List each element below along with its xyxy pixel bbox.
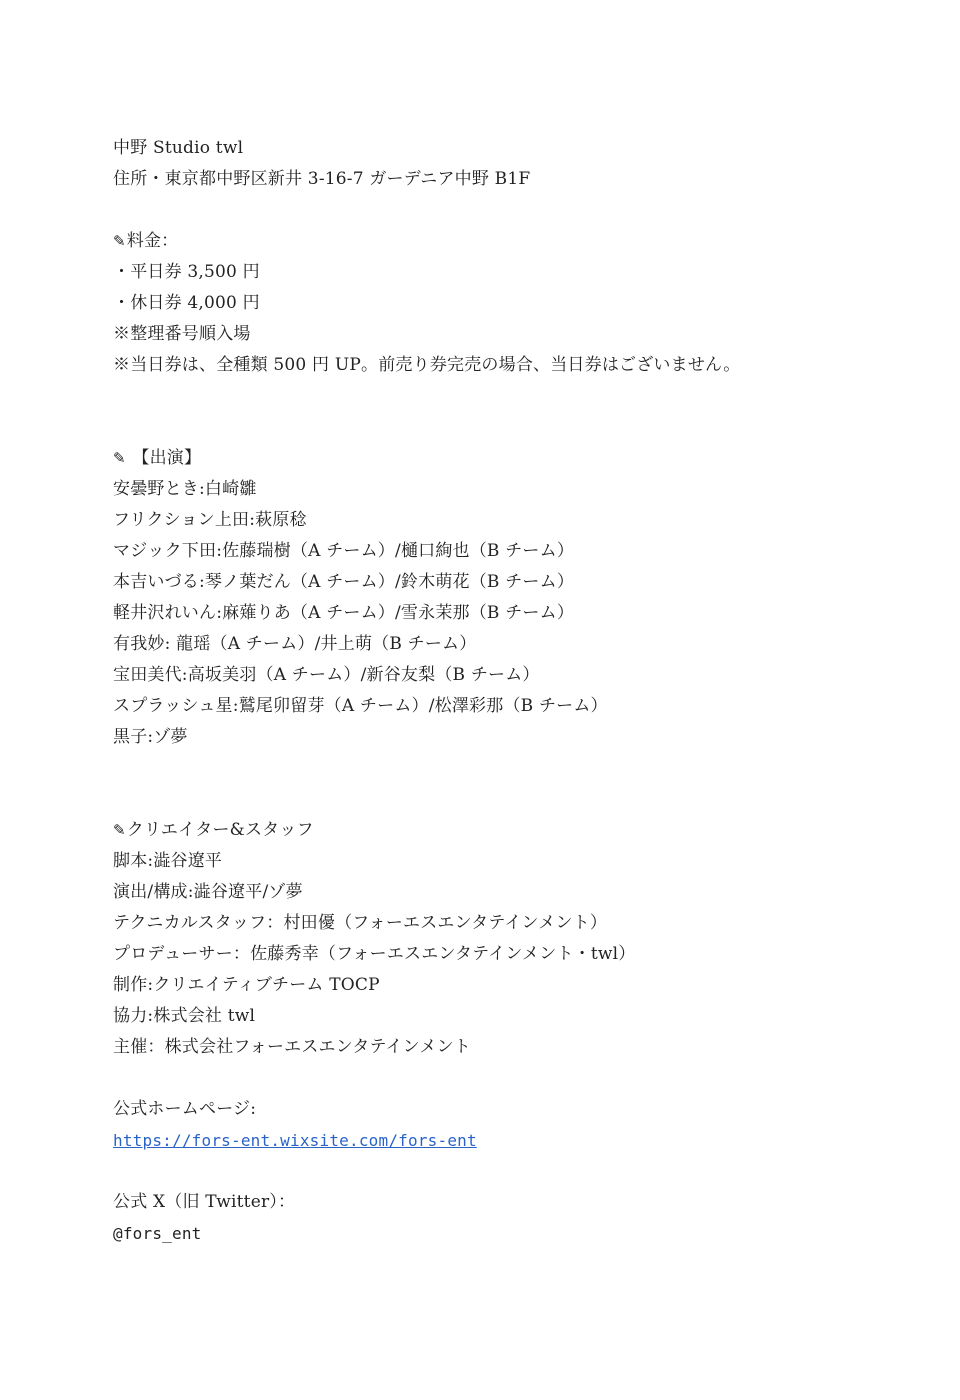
pricing-heading xyxy=(113,226,913,257)
cast-line: マジック下田:佐藤瑞樹（A チーム）/樋口絢也（B チーム） xyxy=(113,541,575,561)
cast-line: 本吉いづる:琴ノ葉だん（A チーム）/鈴木萌花（B チーム） xyxy=(113,572,575,592)
website-link-row xyxy=(113,1125,913,1156)
staff-heading-text: クリエイター&スタッフ xyxy=(126,820,314,840)
pencil-icon: ✎ xyxy=(113,232,126,250)
cast-line: スプラッシュ星:鷲尾卯留芽（A チーム）/松澤彩那（B チーム） xyxy=(113,696,608,716)
cast-line: フリクション上田:萩原稔 xyxy=(113,510,307,530)
x-account-handle: @fors_ent xyxy=(113,1224,202,1243)
staff-line: プロデューサー：佐藤秀幸（フォーエスエンタテインメント・twl） xyxy=(113,944,636,964)
cast-line: 軽井沢れいん:麻薙りあ（A チーム）/雪永茉那（B チーム） xyxy=(113,603,575,623)
cast-line: 宝田美代:高坂美羽（A チーム）/新谷友梨（B チーム） xyxy=(113,665,540,685)
pricing-line: ※整理番号順入場 xyxy=(113,324,251,344)
cast-heading xyxy=(113,443,913,474)
pencil-icon: ✎ xyxy=(113,821,126,839)
cast-line: 黒子:ゾ夢 xyxy=(113,727,188,747)
staff-line: 制作:クリエイティブチーム TOCP xyxy=(113,975,380,995)
staff-line: 協力:株式会社 twl xyxy=(113,1006,256,1026)
pricing-heading-text: 料金： xyxy=(126,231,179,251)
cast-line: 有我妙: 龍瑶（A チーム）/井上萌（B チーム） xyxy=(113,634,477,654)
website-label: 公式ホームページ: xyxy=(113,1099,257,1119)
document-page xyxy=(113,133,913,1249)
website-link[interactable]: https://fors-ent.wixsite.com/fors-ent xyxy=(113,1131,477,1150)
cast-line: 安曇野とき:白崎雛 xyxy=(113,479,257,499)
venue-address: 住所・東京都中野区新井 3-16-7 ガーデニア中野 B1F xyxy=(113,169,531,189)
staff-heading xyxy=(113,815,913,846)
staff-line: テクニカルスタッフ：村田優（フォーエスエンタテインメント） xyxy=(113,913,608,933)
pricing-line: ・平日券 3,500 円 xyxy=(113,262,260,282)
staff-line: 演出/構成:澁谷遼平/ゾ夢 xyxy=(113,882,303,902)
pricing-line: ・休日券 4,000 円 xyxy=(113,293,260,313)
staff-line: 脚本:澁谷遼平 xyxy=(113,851,223,871)
staff-line: 主催：株式会社フォーエスエンタテインメント xyxy=(113,1037,471,1057)
cast-heading-text: 【出演】 xyxy=(132,448,202,468)
venue-name: 中野 Studio twl xyxy=(113,138,244,158)
pencil-icon: ✎ xyxy=(113,449,126,467)
pricing-line: ※当日券は、全種類 500 円 UP。前売り券完売の場合、当日券はございません。 xyxy=(113,355,741,375)
x-account-label: 公式 X（旧 Twitter）： xyxy=(113,1192,296,1212)
